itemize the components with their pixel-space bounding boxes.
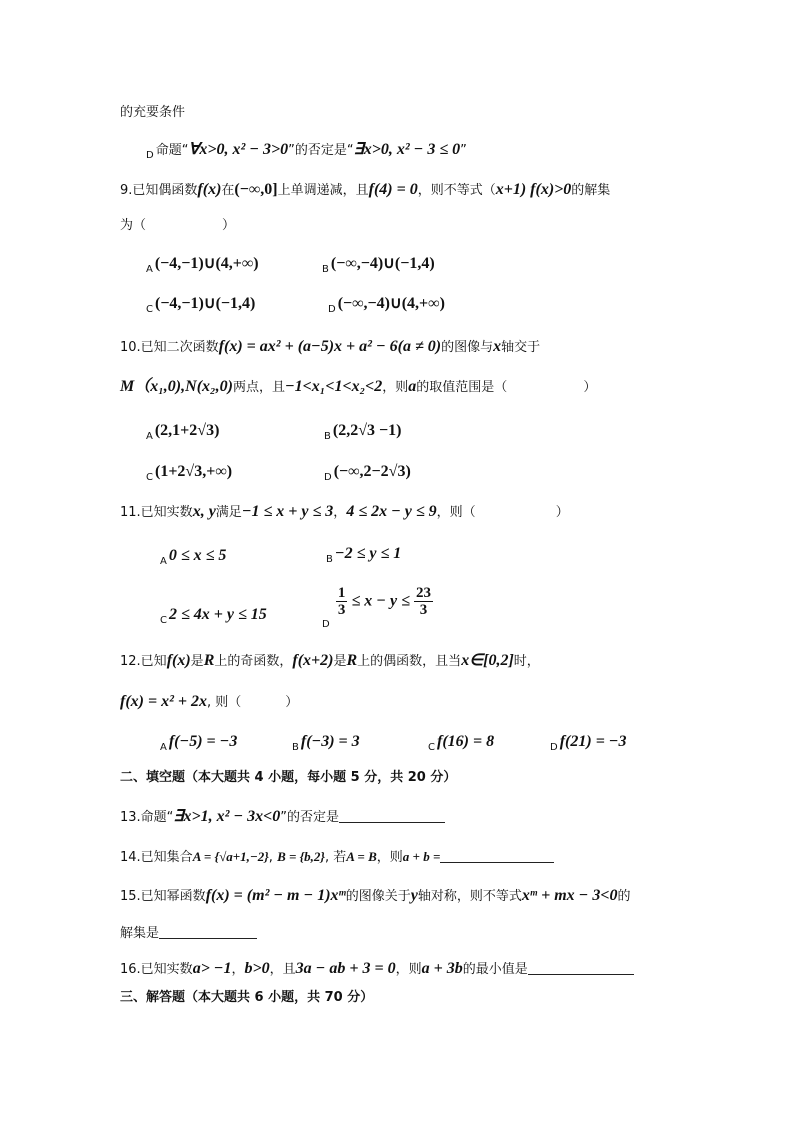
question-14: 14.已知集合A = {√a+1,−2}, B = {b,2}, 若A = B，则a + b = [120,847,554,868]
question-12-option-d[interactable]: $_D$ f(21) = −3 [550,733,627,753]
question-11-option-d[interactable]: $_D$ $\frac{1}{3}$ ≤ x − y ≤ $\frac{23}{3}$ [322,585,431,630]
question-10-stem-2: M（x₁,0),N(x₂,0)两点，且−1<x₁<1<x₂<2，则a的取值范围是（ ） [120,378,597,395]
question-10-option-d[interactable]: $_D$ (−∞,2−2√3) [324,463,411,483]
section-heading-solutions: 三、解答题（本大题共 6 小题，共 70 分） [120,990,374,1005]
question-11-option-b[interactable]: $_B$ −2 ≤ y ≤ 1 [326,545,402,565]
section-heading-fill-in: 二、填空题（本大题共 4 小题，每小题 5 分，共 20 分） [120,770,457,785]
answer-blank-14[interactable] [440,848,554,863]
fraction-one-third: $\frac{1}{3}$ [337,585,346,618]
answer-blank-16[interactable] [528,960,634,975]
option-d-prev: $_D$ 命题“∀x>0, x² − 3>0”的否定是“∃x>0, x² − 3 ≤ 0” [146,141,467,161]
question-10-stem: 10.已知二次函数f(x) = ax² + (a−5)x + a² − 6(a ≠ 0)的图像与x轴交于 [120,338,541,355]
question-10-option-a[interactable]: $_A$ (2,1+2√3) [146,422,220,442]
fraction-23-thirds: $\frac{23}{3}$ [415,585,431,618]
question-10-option-b[interactable]: $_B$ (2,2√3 −1) [324,422,402,442]
question-10-option-c[interactable]: $_C$ (1+2√3,+∞) [146,463,233,483]
question-15-line-2: 解集是 [120,924,257,944]
question-11-option-a[interactable]: $_A$ 0 ≤ x ≤ 5 [160,547,227,567]
question-9-option-d[interactable]: $_D$ (−∞,−4)∪(4,+∞) [328,295,445,315]
question-11-option-c[interactable]: $_C$ 2 ≤ 4x + y ≤ 15 [160,606,267,626]
question-16: 16.已知实数a> −1，b>0，且3a − ab + 3 = 0，则a + 3b的最小值是 [120,959,634,980]
question-9-stem: 9.已知偶函数f(x)在(−∞,0]上单调递减，且f(4) = 0，则不等式（x+1) f(x)>0的解集 [120,181,611,198]
question-12-option-c[interactable]: $_C$ f(16) = 8 [428,733,495,753]
line-continuation: 的充要条件 [120,105,186,120]
question-12-option-b[interactable]: $_B$ f(−3) = 3 [292,733,360,753]
question-15: 15.已知幂函数f(x) = (m² − m − 1)xᵐ的图像关于y轴对称，则不等式xᵐ + mx − 3<0的 [120,887,631,904]
question-9-stem-2: 为（ ） [120,218,236,233]
question-12-stem-2: f(x) = x² + 2x, 则（ ） [120,693,299,710]
question-12-stem: 12.已知f(x)是R上的奇函数，f(x+2)是R上的偶函数，且当x∈[0,2]时， [120,652,540,669]
question-9-option-b[interactable]: $_B$ (−∞,−4)∪(−1,4) [322,255,435,275]
question-13: 13.命题“∃x>1, x² − 3x<0”的否定是 [120,807,445,828]
question-9-option-c[interactable]: $_C$ (−4,−1)∪(−1,4) [146,295,256,315]
answer-blank-13[interactable] [339,808,445,823]
question-12-option-a[interactable]: $_A$ f(−5) = −3 [160,733,238,753]
question-9-option-a[interactable]: $_A$ (−4,−1)∪(4,+∞) [146,255,259,275]
question-11-stem: 11.已知实数x, y满足−1 ≤ x + y ≤ 3，4 ≤ 2x − y ≤ 9，则（ ） [120,503,569,520]
option-label: D [146,150,154,161]
answer-blank-15[interactable] [159,924,257,939]
